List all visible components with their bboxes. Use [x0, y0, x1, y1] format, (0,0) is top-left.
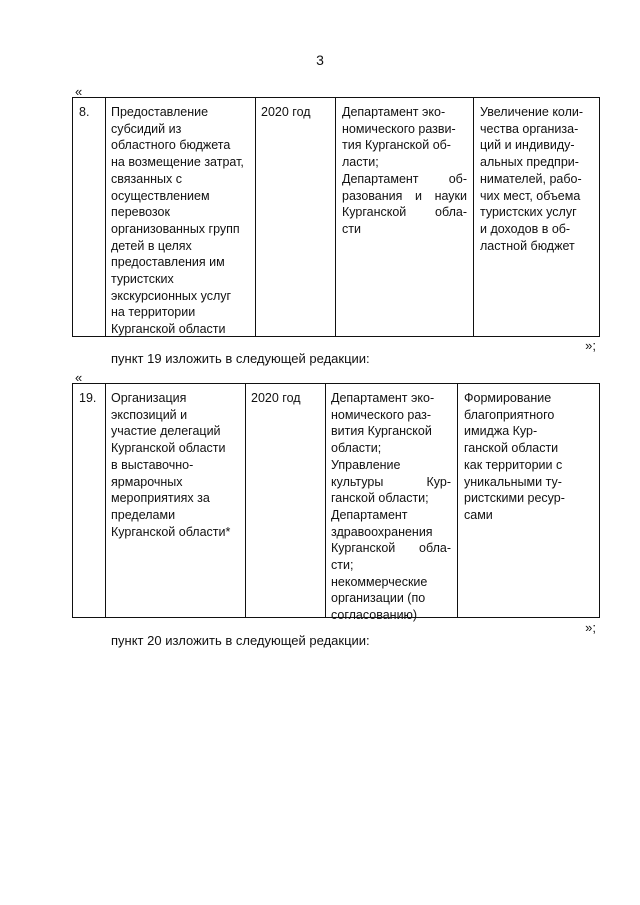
cell-line: связанных с: [111, 171, 182, 186]
cell-line: номического раз-: [331, 407, 432, 422]
cell-line: Формирование: [464, 391, 552, 405]
cell-line: на территории: [111, 305, 196, 320]
cell-line: на возмещение затрат,: [111, 155, 244, 170]
paragraph-19: пункт 19 изложить в следующей редакции:: [111, 351, 370, 366]
cell-line: ганской области: [464, 441, 559, 456]
cell-line: субсидий из: [111, 121, 182, 136]
year: 2020 год: [251, 391, 301, 405]
cell-line: Курганской области: [111, 441, 226, 456]
cell-line: перевозок: [111, 205, 170, 220]
cell-line: и доходов в об-: [480, 221, 571, 236]
cell-line: экскурсионных услуг: [111, 288, 232, 303]
table-row-8: [72, 97, 600, 337]
open-quote: «: [75, 370, 83, 385]
cell-line: экспозиций и: [111, 407, 188, 422]
cell-line: Курганской области*: [111, 524, 231, 539]
table-row-19: [72, 383, 600, 623]
cell-line: разования и науки: [342, 188, 467, 203]
cell-line: сти: [342, 221, 361, 236]
row19-number-cell: [73, 384, 105, 617]
row8-result-cell: [473, 98, 601, 336]
cell-line: пределами: [111, 507, 176, 522]
cell-line: мероприятиях за: [111, 491, 210, 506]
page-number: 3: [316, 52, 324, 68]
cell-line: номического разви-: [342, 121, 456, 136]
cell-line: в выставочно-: [111, 457, 194, 472]
row8-name-cell: [105, 98, 255, 336]
row-number: 8.: [79, 105, 90, 119]
close-quote: »;: [585, 338, 596, 353]
close-quote: »;: [585, 620, 596, 635]
cell-line: сти;: [331, 558, 354, 573]
row19-result-cell: [457, 384, 601, 617]
cell-line: осуществлением: [111, 188, 210, 203]
row19-executor-cell: [325, 384, 457, 623]
cell-line: организованных групп: [111, 221, 240, 236]
cell-line: тия Курганской об-: [342, 138, 451, 153]
cell-line: согласованию): [331, 608, 418, 623]
row19-name-cell: [105, 384, 245, 617]
cell-line: Департамент об-: [342, 171, 467, 186]
cell-line: Управление: [331, 457, 401, 472]
cell-line: Курганской обла-: [331, 541, 451, 556]
cell-line: Департамент эко-: [331, 391, 435, 405]
cell-line: Предоставление: [111, 105, 209, 119]
cell-line: чества организа-: [480, 121, 579, 136]
cell-line: благоприятного: [464, 407, 555, 422]
row8-number-cell: [73, 98, 105, 336]
cell-line: Курганской обла-: [342, 205, 467, 220]
cell-line: ганской области;: [331, 491, 429, 506]
paragraph-20: пункт 20 изложить в следующей редакции:: [111, 633, 370, 648]
cell-line: некоммерческие: [331, 574, 428, 589]
cell-line: ций и индивиду-: [480, 138, 575, 153]
year: 2020 год: [261, 105, 311, 119]
cell-line: сами: [464, 507, 493, 522]
row8-executor-cell: [335, 98, 473, 336]
cell-line: ластной бюджет: [480, 238, 575, 253]
cell-line: областного бюджета: [111, 138, 231, 153]
cell-line: здравоохранения: [331, 524, 433, 539]
cell-line: ристскими ресур-: [464, 491, 565, 506]
open-quote: «: [75, 84, 83, 99]
cell-line: уникальными ту-: [464, 474, 562, 489]
cell-line: Увеличение коли-: [480, 105, 584, 119]
cell-line: ласти;: [342, 155, 379, 170]
cell-line: детей в целях: [111, 238, 192, 253]
cell-line: туристских услуг: [480, 205, 577, 220]
cell-line: имиджа Кур-: [464, 424, 538, 439]
cell-line: чих мест, объема: [480, 188, 581, 203]
cell-line: Организация: [111, 391, 187, 405]
row8-year-cell: [255, 98, 335, 336]
cell-line: предоставления им: [111, 255, 225, 270]
cell-line: участие делегаций: [111, 424, 221, 439]
cell-line: культуры Кур-: [331, 474, 451, 489]
row19-year-cell: [245, 384, 325, 617]
cell-line: вития Курганской: [331, 424, 432, 439]
cell-line: области;: [331, 441, 382, 456]
cell-line: Департамент эко-: [342, 105, 446, 119]
cell-line: туристских: [111, 272, 174, 287]
cell-line: Курганской области: [111, 322, 226, 337]
cell-line: как территории с: [464, 457, 563, 472]
cell-line: Департамент: [331, 507, 408, 522]
cell-line: нимателей, рабо-: [480, 171, 582, 186]
row-number: 19.: [79, 391, 97, 405]
cell-line: ярмарочных: [111, 474, 183, 489]
cell-line: альных предпри-: [480, 155, 579, 170]
cell-line: организации (по: [331, 591, 426, 606]
